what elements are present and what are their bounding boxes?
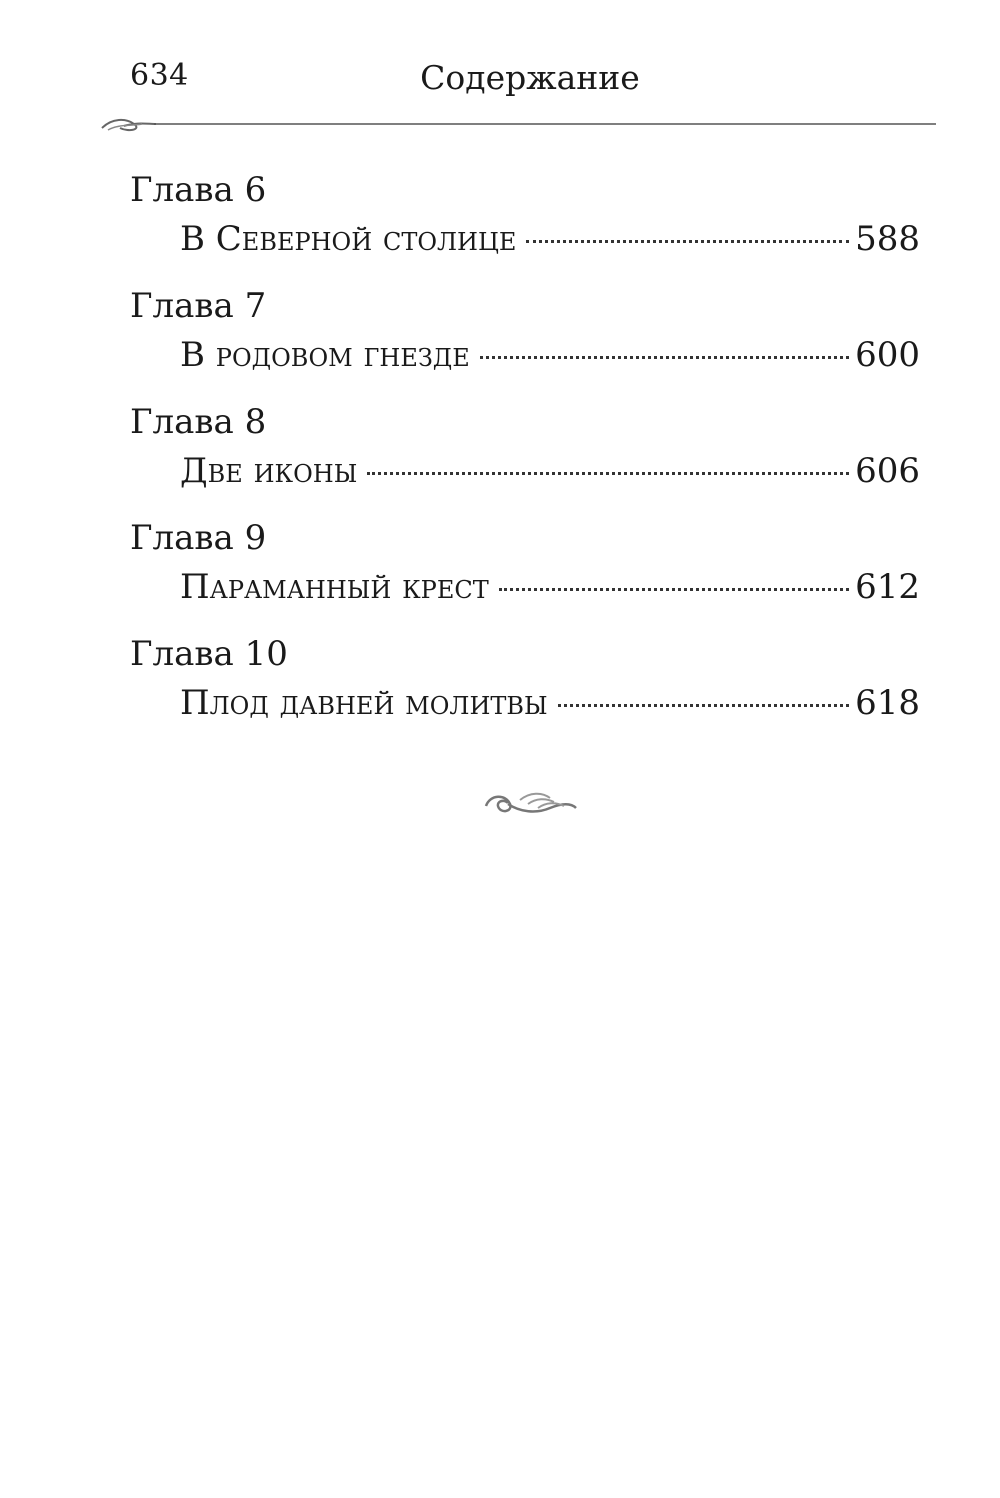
toc-entry [130,330,920,380]
chapter-label: Глава 7 [130,286,267,326]
entry-page-number: 600 [855,335,920,375]
entry-title: Плод давней молитвы [180,683,548,723]
entry-title: Параманный крест [180,567,489,607]
dot-leader [499,588,849,591]
toc-chapter [130,630,920,728]
dot-leader [558,704,849,707]
chapter-label: Глава 8 [130,402,267,442]
chapter-label: Глава 6 [130,170,267,210]
toc-chapter [130,166,920,264]
toc-entry [130,678,920,728]
table-of-contents [130,166,920,746]
entry-page-number: 606 [855,451,920,491]
toc-entry [130,446,920,496]
entry-title: Две иконы [180,451,358,491]
flourish-ornament-icon [480,786,580,822]
toc-chapter [130,514,920,612]
toc-entry [130,562,920,612]
entry-page-number: 618 [855,683,920,723]
dot-leader [367,472,849,475]
entry-title: В родовом гнезде [180,335,470,375]
dot-leader [480,356,849,359]
entry-page-number: 588 [855,219,920,259]
page-number: 634 [130,58,189,93]
flourish-rule-icon [98,112,938,136]
chapter-label: Глава 10 [130,634,288,674]
running-title: Содержание [420,58,640,97]
dot-leader [526,240,849,243]
toc-entry [130,214,920,264]
toc-chapter [130,398,920,496]
entry-page-number: 612 [855,567,920,607]
chapter-label: Глава 9 [130,518,267,558]
toc-chapter [130,282,920,380]
entry-title: В Северной столице [180,219,517,259]
